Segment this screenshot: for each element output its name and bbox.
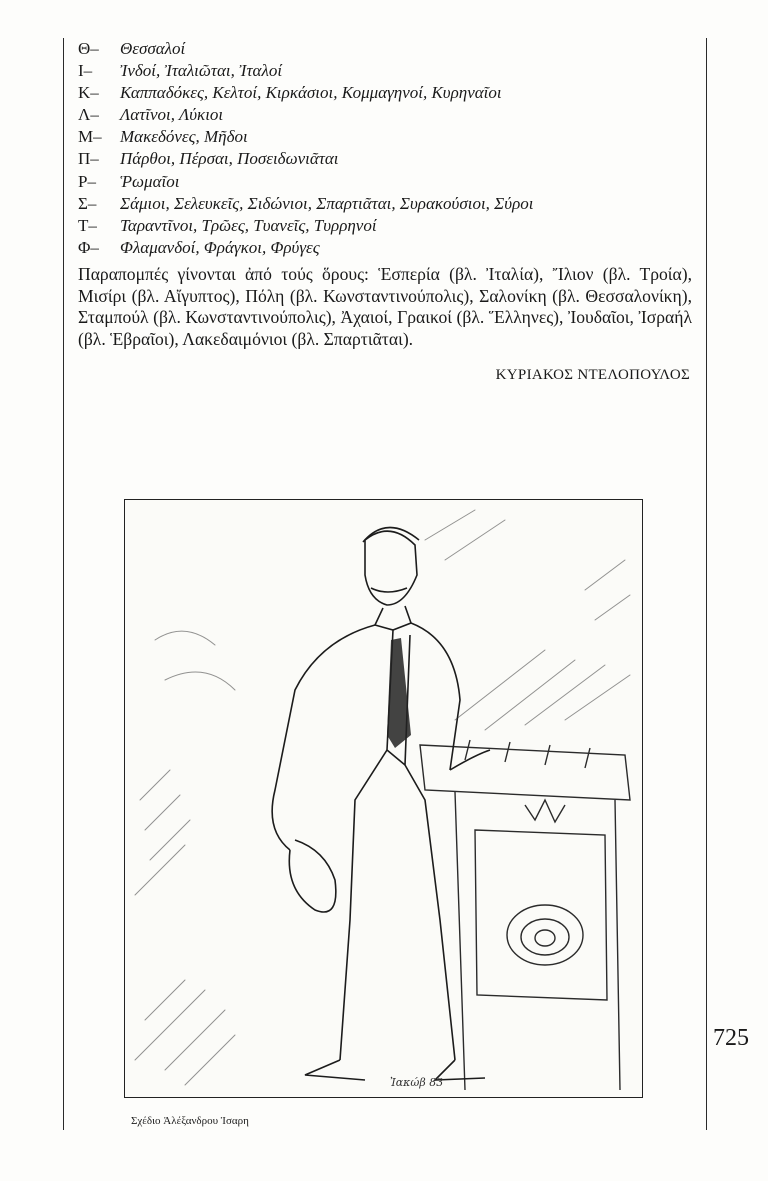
index-names: Φλαμανδοί, Φράγκοι, Φρύγες	[120, 237, 320, 257]
index-letter: Φ–	[78, 237, 99, 257]
background-hatching	[135, 510, 630, 1085]
index-row	[78, 126, 698, 148]
index-row	[78, 104, 698, 126]
index-names: Σάμιοι, Σελευκεῖς, Σιδώνιοι, Σπαρτιᾶται, Συρακούσιοι, Σύροι	[120, 193, 534, 213]
cross-references-paragraph: Παραπομπές γίνονται ἀπό τούς ὅρους: Ἑσπερία (βλ. Ἰταλία), Ἴλιον (βλ. Τροία), Μισίρι (βλ. Αἴγυπτος), Πόλη (βλ. Κωνσταντινούπολις), Σαλονίκη (βλ. Θεσσαλονίκη), Σταμπούλ (βλ. Κωνσταντινούπολις), Ἀχαιοί, Γραικοί (βλ. Ἕλληνες), Ἰουδαῖοι, Ἰσραήλ (βλ. Ἑβραῖοι), Λακεδαιμόνιοι (βλ. Σπαρτιᾶται).	[78, 264, 692, 349]
left-margin-rule	[63, 38, 64, 1130]
index-letter: Θ–	[78, 39, 99, 58]
index-names: Ῥωμαῖοι	[120, 171, 180, 191]
ethnonym-index-list	[78, 38, 698, 259]
index-names: Ἰνδοί, Ἰταλιῶται, Ἰταλοί	[120, 61, 283, 81]
author-signature: ΚΥΡΙΑΚΟΣ ΝΤΕΛΟΠΟΥΛΟΣ	[495, 367, 690, 383]
index-letter: Ρ–	[78, 171, 96, 191]
portrait-sketch	[124, 499, 643, 1098]
figure-drawing	[272, 527, 490, 1080]
index-names: Πάρθοι, Πέρσαι, Ποσειδωνιᾶται	[120, 149, 339, 169]
index-row	[78, 237, 698, 259]
index-names: Ταραντῖνοι, Τρῶες, Τυανεῖς, Τυρρηνοί	[120, 215, 377, 235]
balustrade-drawing	[420, 740, 630, 1090]
index-letter: Σ–	[78, 193, 97, 213]
page-number: 725	[713, 1025, 749, 1051]
index-row	[78, 193, 698, 215]
index-names: Καππαδόκες, Κελτοί, Κιρκάσιοι, Κομμαγηνοί, Κυρηναῖοι	[120, 83, 502, 103]
index-row	[78, 60, 698, 82]
index-letter: Τ–	[78, 215, 97, 235]
index-row	[78, 82, 698, 104]
index-row	[78, 148, 698, 170]
right-margin-rule	[706, 38, 707, 1130]
index-row	[78, 38, 698, 60]
sketch-artist-signature: Ἰακώβ 83	[390, 1076, 444, 1089]
index-row	[78, 215, 698, 237]
index-names: Λατῖνοι, Λύκιοι	[120, 105, 224, 125]
index-names: Θεσσαλοί	[120, 39, 186, 58]
index-letter: Κ–	[78, 83, 99, 103]
index-letter: Μ–	[78, 127, 102, 147]
index-row	[78, 171, 698, 193]
figure-caption: Σχέδιο Ἀλέξανδρου Ἰσαρη	[131, 1115, 249, 1127]
portrait-sketch-drawing	[125, 500, 642, 1097]
index-letter: Π–	[78, 149, 99, 169]
index-letter: Λ–	[78, 105, 99, 125]
index-names: Μακεδόνες, Μῆδοι	[120, 127, 248, 147]
index-letter: Ι–	[78, 61, 93, 81]
